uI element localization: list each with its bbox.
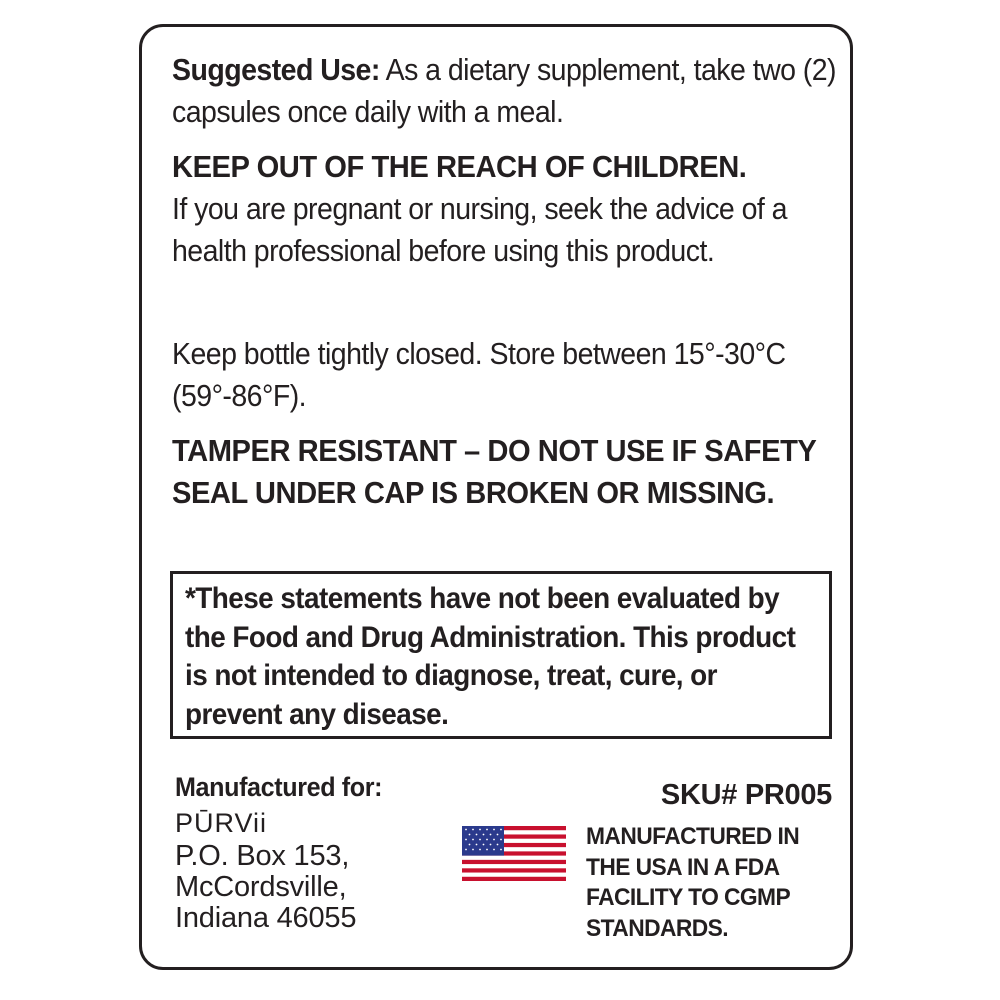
brand-name: PŪRVii [175, 808, 268, 838]
address-line-1: P.O. Box 153, [175, 840, 350, 872]
usa-statement-line-2: THE USA IN A FDA [586, 853, 780, 881]
sku-number: SKU# PR005 [660, 779, 832, 811]
suggested-use-text: As a dietary supplement, take two (2) capsules once daily with a meal. [172, 52, 836, 129]
suggested-use-section [172, 49, 888, 133]
usa-statement-line-3: FACILITY TO CGMP [586, 884, 791, 911]
manufacturer-heading: Manufactured for: [175, 772, 383, 802]
usa-statement-line-1: MANUFACTURED IN [586, 823, 800, 850]
tamper-warning: TAMPER RESISTANT – DO NOT USE IF SAFETY SEAL UNDER CAP IS BROKEN OR MISSING. [172, 433, 816, 510]
suggested-use-label: Suggested Use: [172, 52, 380, 87]
storage-text: Keep bottle tightly closed. Store between 15°-30°C (59°-86°F). [172, 336, 786, 413]
supplement-label-panel [139, 24, 853, 970]
usa-statement-line-4: STANDARDS. [586, 914, 729, 942]
fda-disclaimer-text: *These statements have not been evaluated by the Food and Drug Administration. This product is not intended to diagnose, treat, cure, or prevent any disease. [185, 582, 796, 731]
address-line-3: Indiana 46055 [175, 902, 357, 934]
usa-manufacturing-statement [586, 822, 843, 944]
address-line-2: McCordsville, [175, 871, 347, 903]
warning-heading: KEEP OUT OF THE REACH OF CHILDREN. [172, 149, 747, 184]
manufacturer-section [175, 769, 495, 934]
us-flag-icon [462, 826, 566, 881]
warning-text: If you are pregnant or nursing, seek the advice of a health professional before using this product. [172, 191, 787, 268]
fda-disclaimer-box [170, 571, 832, 739]
warning-section [172, 146, 830, 272]
